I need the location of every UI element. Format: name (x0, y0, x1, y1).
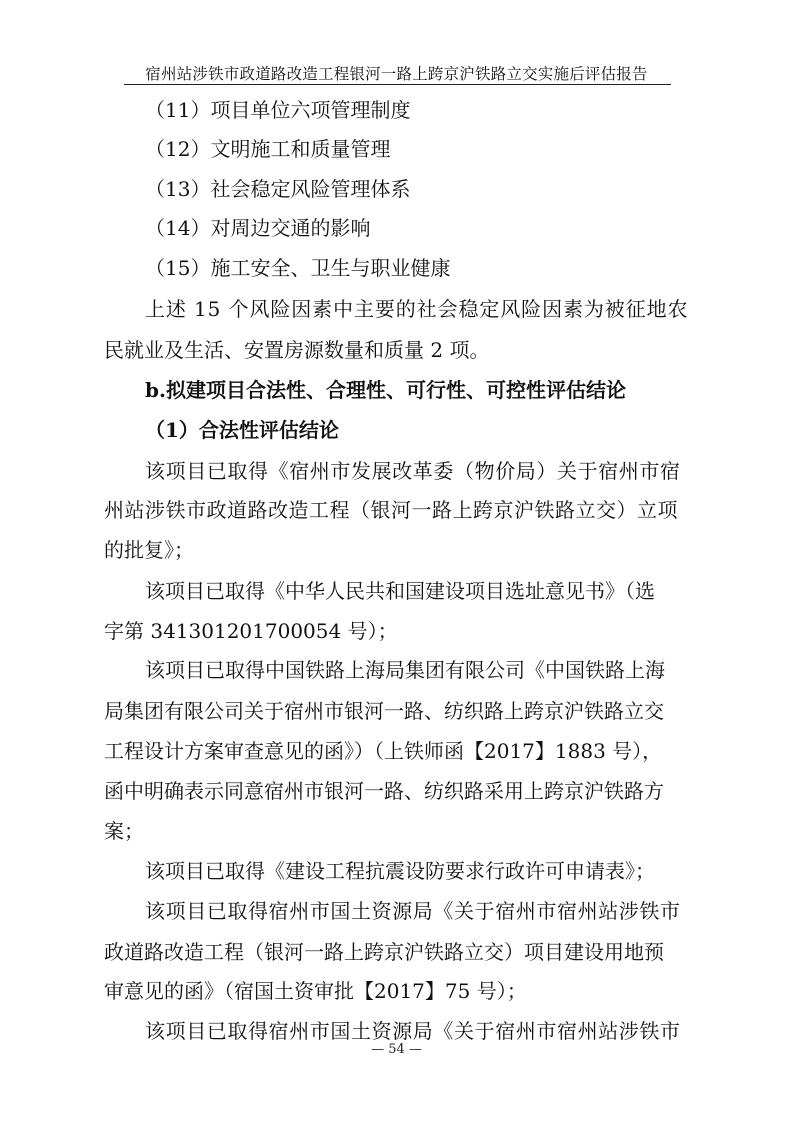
body-line: 该项目已取得中国铁路上海局集团有限公司《中国铁路上海 (145, 658, 665, 682)
body-line: 该项目已取得《中华人民共和国建设项目选址意见书》（选 (145, 579, 655, 603)
body-line: 局集团有限公司关于宿州市银河一路、纺织路上跨京沪铁路立交 (104, 699, 664, 723)
body-line: 字第 341301201700054 号）； (104, 619, 398, 643)
body-line: 函中明确表示同意宿州市银河一路、纺织路采用上跨京沪铁路方 (104, 779, 664, 803)
body-line: 上述 15 个风险因素中主要的社会稳定风险因素为被征地农 (145, 297, 689, 321)
list-item-15: （15）施工安全、卫生与职业健康 (145, 256, 451, 280)
body-line: 该项目已取得《宿州市发展改革委（物价局）关于宿州市宿 (145, 459, 681, 483)
body-line: 审意见的函》（宿国土资审批【2017】75 号）； (104, 979, 527, 1003)
section-heading: b.拟建项目合法性、合理性、可行性、可控性评估结论 (145, 378, 626, 402)
body-line: 的批复》； (104, 538, 194, 562)
page-number: — 54 — (371, 1042, 422, 1057)
subsection-heading: （1）合法性评估结论 (145, 418, 339, 442)
body-line: 工程设计方案审查意见的函》）（上铁师函【2017】1883 号）， (104, 739, 663, 763)
body-line: 该项目已取得宿州市国土资源局《关于宿州市宿州站涉铁市 (145, 1019, 681, 1043)
body-line: 该项目已取得宿州市国土资源局《关于宿州市宿州站涉铁市 (145, 899, 681, 923)
list-item-14: （14）对周边交通的影响 (145, 216, 371, 240)
body-line: 政道路改造工程（银河一路上跨京沪铁路立交）项目建设用地预 (104, 940, 664, 964)
list-item-11: （11）项目单位六项管理制度 (145, 98, 411, 122)
body-line: 州站涉铁市政道路改造工程（银河一路上跨京沪铁路立交）立项 (104, 498, 678, 522)
body-line: 该项目已取得《建设工程抗震设防要求行政许可申请表》； (145, 859, 655, 883)
list-item-12: （12）文明施工和质量管理 (145, 137, 391, 161)
body-line: 案； (104, 819, 144, 843)
list-item-13: （13）社会稳定风险管理体系 (145, 177, 411, 201)
header-rule (124, 84, 671, 85)
running-header: 宿州站涉铁市政道路改造工程银河一路上跨京沪铁路立交实施后评估报告 (145, 65, 648, 83)
body-line: 民就业及生活、安置房源数量和质量 2 项。 (104, 338, 490, 362)
